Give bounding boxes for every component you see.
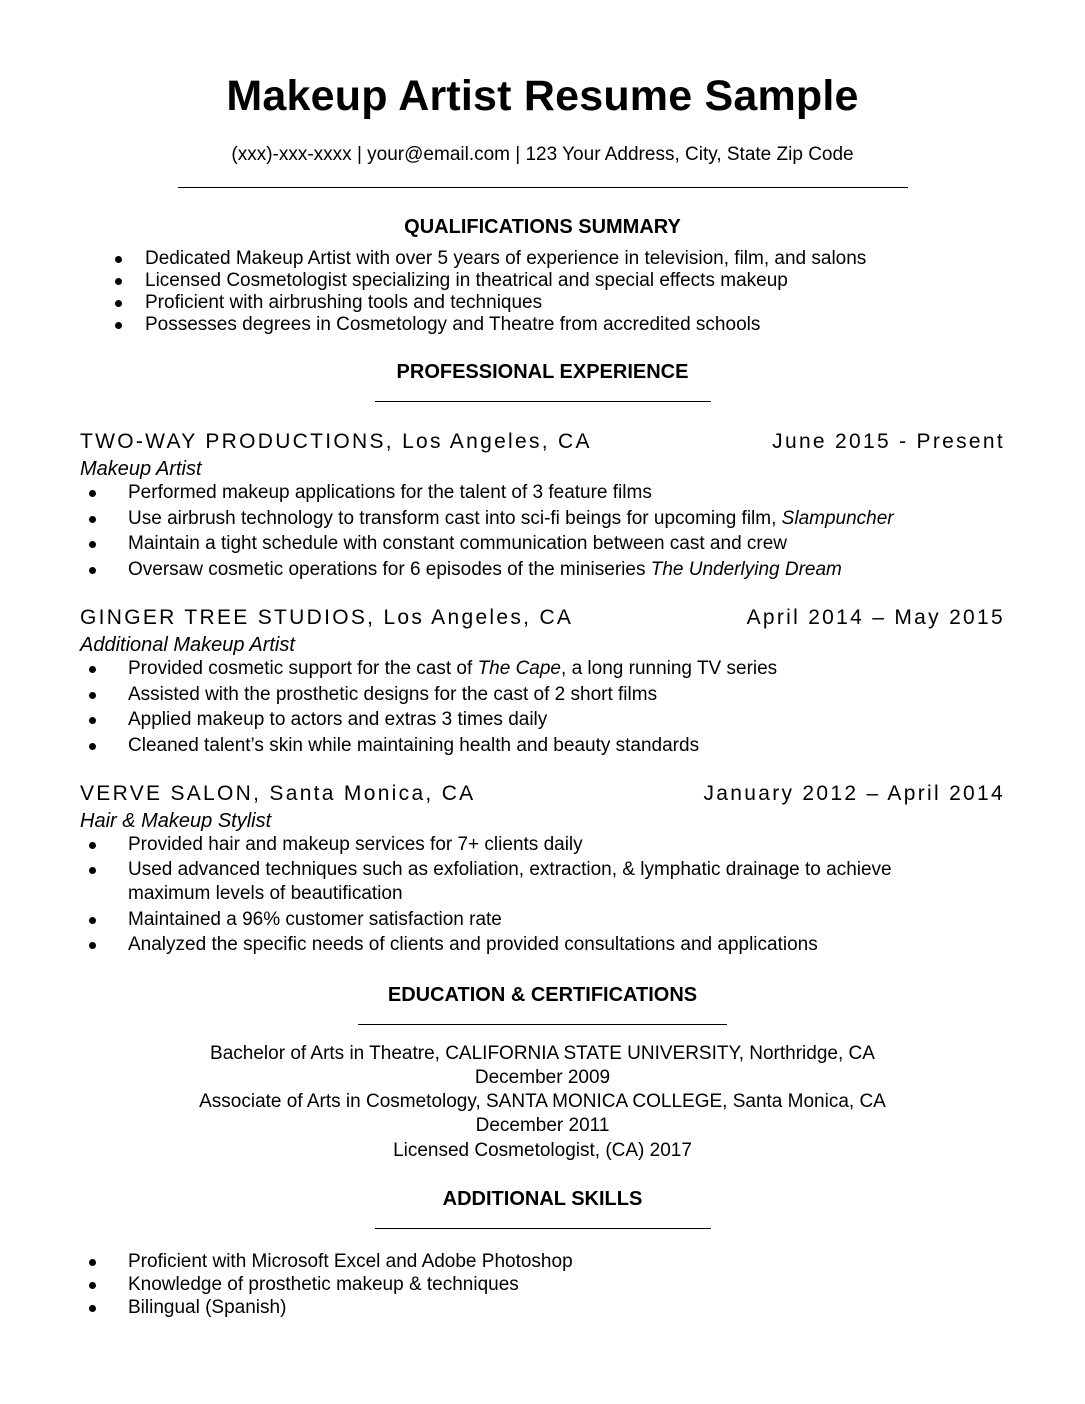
job-company: TWO-WAY PRODUCTIONS, Los Angeles, CA [80, 430, 592, 453]
skill-item: Proficient with Microsoft Excel and Adobe Photoshop [128, 1251, 573, 1272]
job-dates: June 2015 - Present [772, 430, 1005, 453]
skill-item: Knowledge of prosthetic makeup & techniques [128, 1274, 519, 1295]
job-bullet: Provided hair and makeup services for 7+ clients daily [128, 834, 583, 855]
qualification-item: Licensed Cosmetologist specializing in theatrical and special effects makeup [145, 270, 788, 291]
education-line: Licensed Cosmetologist, (CA) 2017 [393, 1140, 692, 1161]
qualification-item: Proficient with airbrushing tools and techniques [145, 292, 543, 313]
job-bullet-continuation: maximum levels of beautification [128, 883, 403, 904]
job-bullet: Cleaned talent’s skin while maintaining health and beauty standards [128, 735, 700, 756]
bullet-dot [89, 1282, 96, 1289]
qualification-item: Possesses degrees in Cosmetology and Theatre from accredited schools [145, 314, 761, 335]
job-bullet: Use airbrush technology to transform cast into sci-fi beings for upcoming film, Slampuncher [128, 508, 894, 529]
bullet-dot [89, 666, 96, 673]
job-bullet: Maintained a 96% customer satisfaction rate [128, 909, 502, 930]
job-bullet: Assisted with the prosthetic designs for the cast of 2 short films [128, 684, 658, 705]
bullet-dot [115, 256, 122, 263]
bullet-dot [89, 516, 96, 523]
bullet-dot [89, 692, 96, 699]
bullet-dot [115, 322, 122, 329]
job-bullet: Performed makeup applications for the talent of 3 feature films [128, 482, 652, 503]
bullet-dot [89, 917, 96, 924]
bullet-dot [89, 867, 96, 874]
bullet-dot [89, 743, 96, 750]
resume-title: Makeup Artist Resume Sample [226, 72, 859, 120]
skills-heading-underline [375, 1228, 711, 1229]
education-line: Associate of Arts in Cosmetology, SANTA MONICA COLLEGE, Santa Monica, CA [199, 1091, 886, 1112]
job-company: GINGER TREE STUDIOS, Los Angeles, CA [80, 606, 574, 629]
bullet-dot [89, 567, 96, 574]
education-line: December 2011 [475, 1115, 610, 1136]
skills-heading: ADDITIONAL SKILLS [442, 1188, 643, 1210]
job-bullet: Used advanced techniques such as exfoliation, extraction, & lymphatic drainage to achieve [128, 859, 892, 880]
education-heading: EDUCATION & CERTIFICATIONS [387, 984, 698, 1006]
education-line: Bachelor of Arts in Theatre, CALIFORNIA STATE UNIVERSITY, Northridge, CA [210, 1043, 875, 1064]
contact-line: (xxx)-xxx-xxxx | your@email.com | 123 Your Address, City, State Zip Code [231, 144, 854, 165]
job-bullet: Provided cosmetic support for the cast of The Cape, a long running TV series [128, 658, 778, 679]
job-bullet: Maintain a tight schedule with constant communication between cast and crew [128, 533, 788, 554]
education-line: December 2009 [474, 1067, 611, 1088]
job-dates: January 2012 – April 2014 [703, 782, 1005, 805]
education-heading-underline [358, 1024, 727, 1025]
skill-item: Bilingual (Spanish) [128, 1297, 287, 1318]
job-bullet: Applied makeup to actors and extras 3 times daily [128, 709, 548, 730]
job-role: Makeup Artist [80, 458, 202, 480]
bullet-dot [89, 1305, 96, 1312]
bullet-dot [115, 300, 122, 307]
bullet-dot [89, 842, 96, 849]
bullet-dot [89, 490, 96, 497]
bullet-dot [89, 942, 96, 949]
qualification-item: Dedicated Makeup Artist with over 5 years of experience in television, film, and salons [145, 248, 867, 269]
job-company: VERVE SALON, Santa Monica, CA [80, 782, 476, 805]
qualifications-heading: QUALIFICATIONS SUMMARY [404, 216, 681, 238]
experience-heading-underline [375, 401, 711, 402]
job-role: Hair & Makeup Stylist [80, 810, 272, 832]
job-bullet: Oversaw cosmetic operations for 6 episodes of the miniseries The Underlying Dream [128, 559, 842, 580]
job-role: Additional Makeup Artist [80, 634, 295, 656]
bullet-dot [89, 541, 96, 548]
header-divider [178, 187, 908, 188]
experience-heading: PROFESSIONAL EXPERIENCE [396, 361, 689, 383]
bullet-dot [89, 717, 96, 724]
bullet-dot [89, 1259, 96, 1266]
job-dates: April 2014 – May 2015 [746, 606, 1005, 629]
job-bullet: Analyzed the specific needs of clients and provided consultations and applications [128, 934, 818, 955]
bullet-dot [115, 278, 122, 285]
